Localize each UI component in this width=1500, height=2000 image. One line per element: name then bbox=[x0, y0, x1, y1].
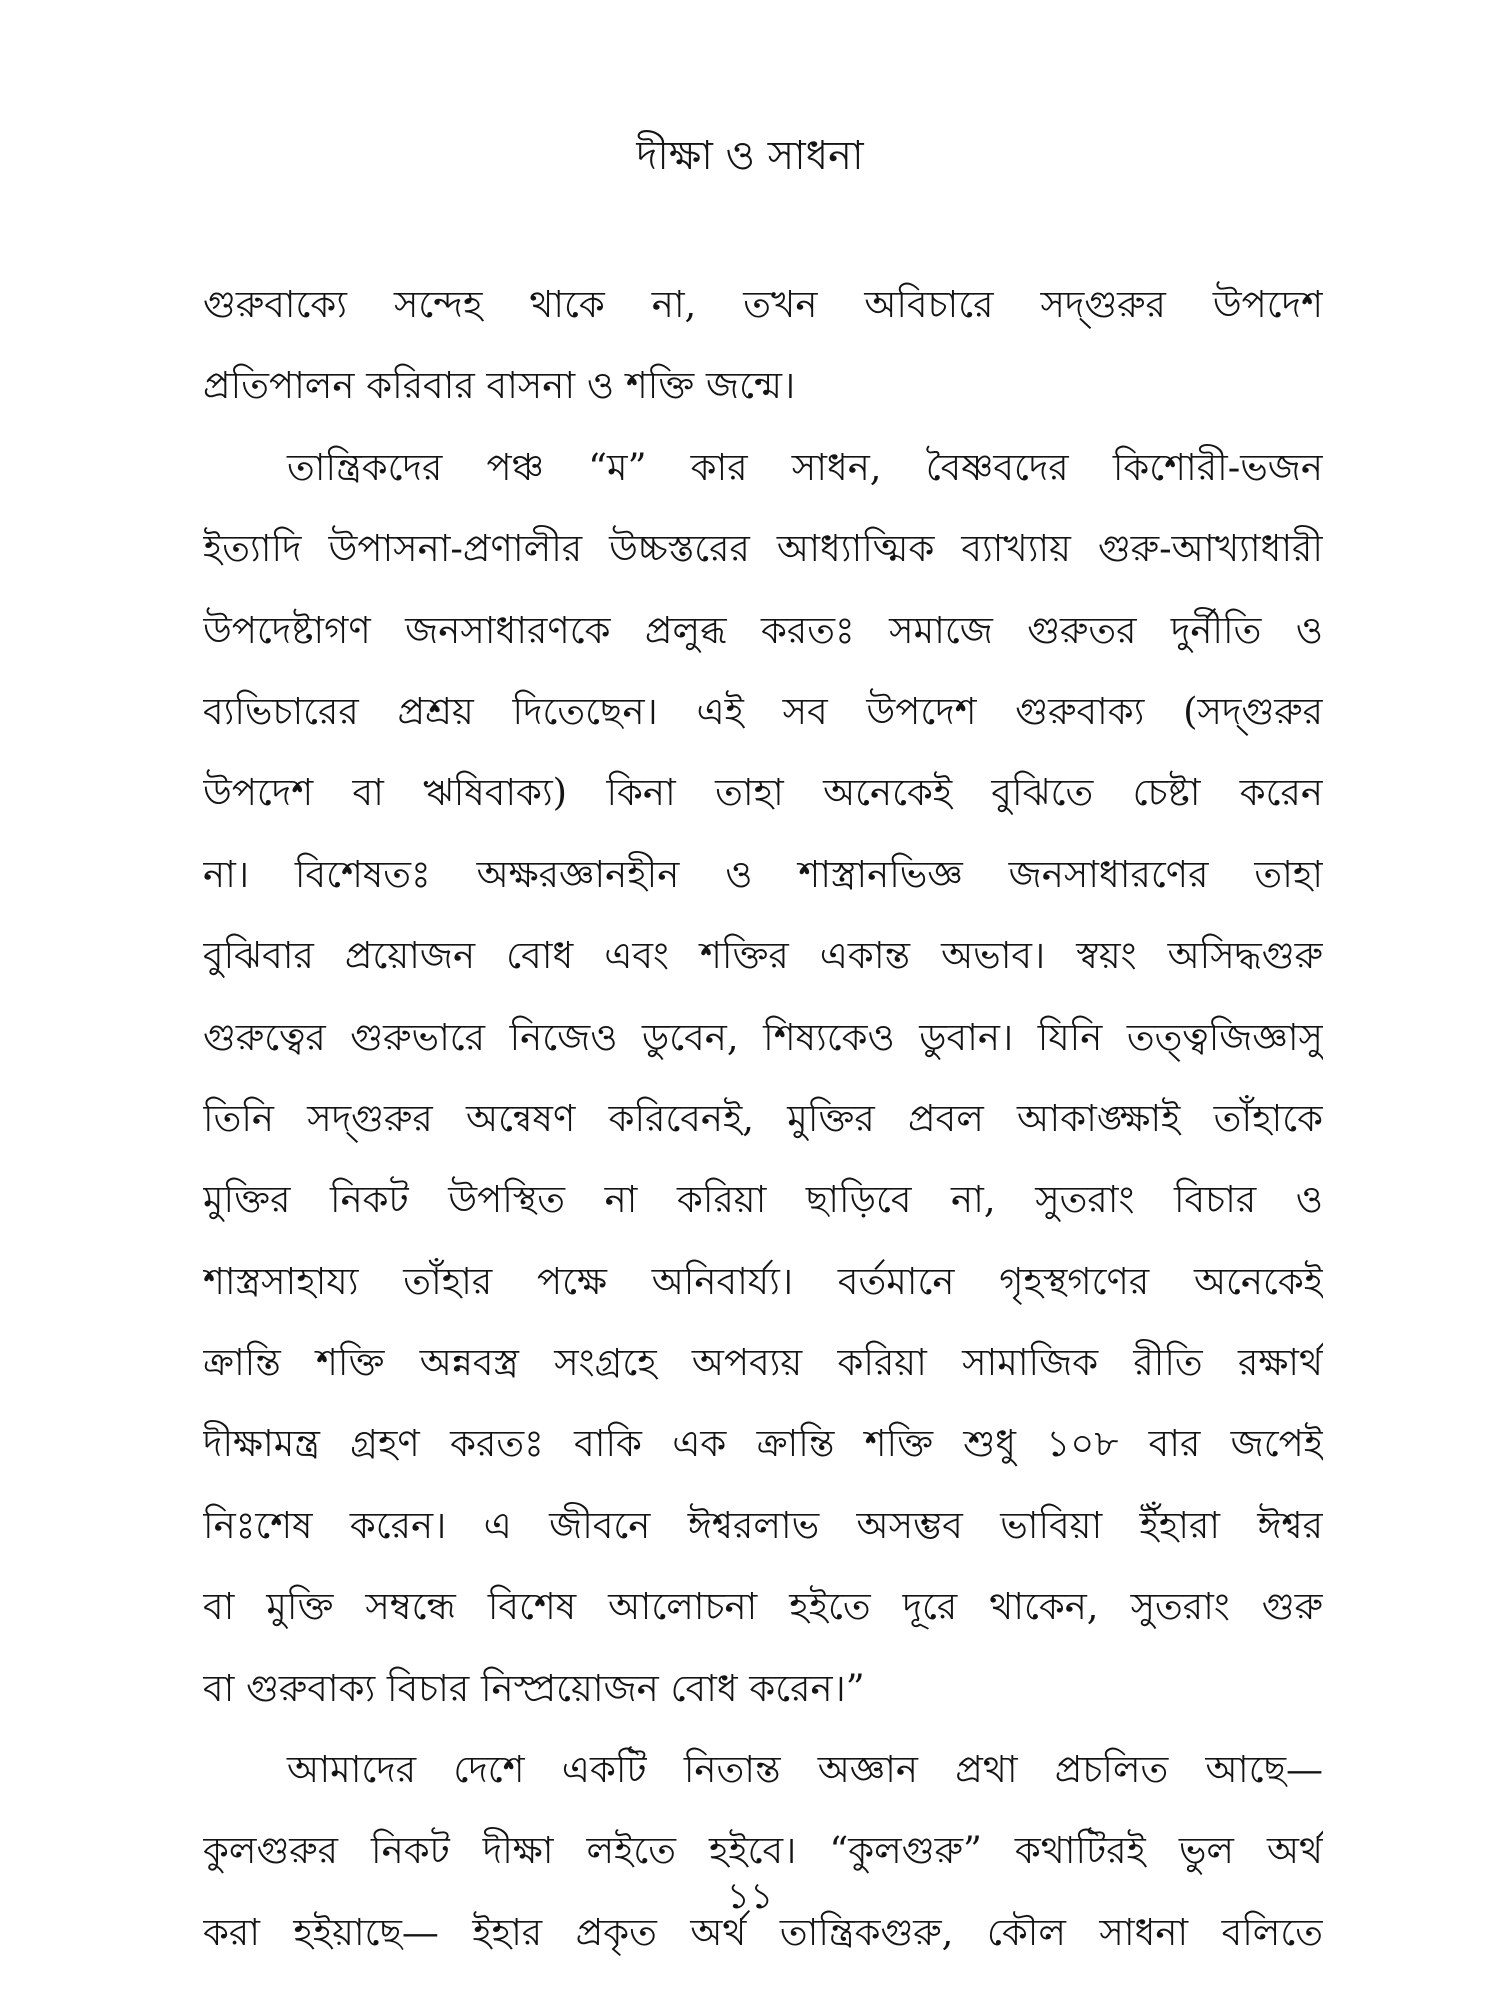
text-line: তান্ত্রিকদের পঞ্চ “ম” কার সাধন, বৈষ্ণবদের কিশোরী-ভজন bbox=[287, 445, 1323, 489]
text-line: তিনি সদ্গুরুর অন্বেষণ করিবেনই, মুক্তির প্রবল আকাঙ্ক্ষাই তাঁহাকে bbox=[203, 1096, 1323, 1140]
text-line: ইত্যাদি উপাসনা-প্রণালীর উচ্চস্তরের আধ্যাত্মিক ব্যাখ্যায় গুরু-আখ্যাধারী bbox=[203, 527, 1323, 571]
text-line: করা হইয়াছে— ইহার প্রকৃত অর্থ তান্ত্রিকগুরু, কৌল সাধনা বলিতে bbox=[203, 1910, 1323, 1954]
body-text bbox=[203, 264, 1323, 1973]
text-line: গুরুবাক্যে সন্দেহ থাকে না, তখন অবিচারে সদ্গুরুর উপদেশ bbox=[203, 283, 1323, 326]
text-line: গুরুত্বের গুরুভারে নিজেও ডুবেন, শিষ্যকেও ডুবান। যিনি তত্ত্বজিজ্ঞাসু bbox=[203, 1015, 1323, 1059]
text-line: আমাদের দেশে একটি নিতান্ত অজ্ঞান প্রথা প্রচলিত আছে— bbox=[287, 1748, 1323, 1792]
text-line: নিঃশেষ করেন। এ জীবনে ঈশ্বরলাভ অসম্ভব ভাবিয়া ইঁহারা ঈশ্বর bbox=[203, 1503, 1323, 1547]
text-line: উপদেষ্টাগণ জনসাধারণকে প্রলুব্ধ করতঃ সমাজে গুরুতর দুর্নীতি ও bbox=[203, 608, 1323, 652]
text-line: বুঝিবার প্রয়োজন বোধ এবং শক্তির একান্ত অভাব। স্বয়ং অসিদ্ধগুরু bbox=[203, 934, 1323, 978]
text-line: বা গুরুবাক্য বিচার নিস্প্রয়োজন বোধ করেন।” bbox=[203, 1666, 865, 1710]
text-line: উপদেশ বা ঋষিবাক্য) কিনা তাহা অনেকেই বুঝিতে চেষ্টা করেন bbox=[203, 771, 1323, 815]
running-title: দীক্ষা ও সাধনা bbox=[636, 133, 864, 179]
text-line: ক্রান্তি শক্তি অন্নবস্ত্র সংগ্রহে অপব্যয় করিয়া সামাজিক রীতি রক্ষার্থ bbox=[203, 1341, 1323, 1385]
text-line: দীক্ষামন্ত্র গ্রহণ করতঃ বাকি এক ক্রান্তি শক্তি শুধু ১০৮ বার জপেই bbox=[203, 1422, 1323, 1466]
text-line: বা মুক্তি সম্বন্ধে বিশেষ আলোচনা হইতে দূরে থাকেন, সুতরাং গুরু bbox=[203, 1585, 1323, 1629]
text-line: প্রতিপালন করিবার বাসনা ও শক্তি জন্মে। bbox=[203, 364, 796, 408]
text-line: শাস্ত্রসাহায্য তাঁহার পক্ষে অনিবার্য্য। বর্তমানে গৃহস্থগণের অনেকেই bbox=[203, 1259, 1323, 1303]
text-line: ব্যভিচারের প্রশ্রয় দিতেছেন। এই সব উপদেশ গুরুবাক্য (সদ্গুরুর bbox=[203, 689, 1323, 733]
text-line: না। বিশেষতঃ অক্ষরজ্ঞানহীন ও শাস্ত্রানভিজ্ঞ জনসাধারণের তাহা bbox=[203, 852, 1323, 896]
text-line: মুক্তির নিকট উপস্থিত না করিয়া ছাড়িবে না, সুতরাং বিচার ও bbox=[203, 1178, 1323, 1222]
page-number: ১১ bbox=[726, 1876, 774, 1917]
text-line: কুলগুরুর নিকট দীক্ষা লইতে হইবে। “কুলগুরু” কথাটিরই ভুল অর্থ bbox=[203, 1829, 1323, 1873]
